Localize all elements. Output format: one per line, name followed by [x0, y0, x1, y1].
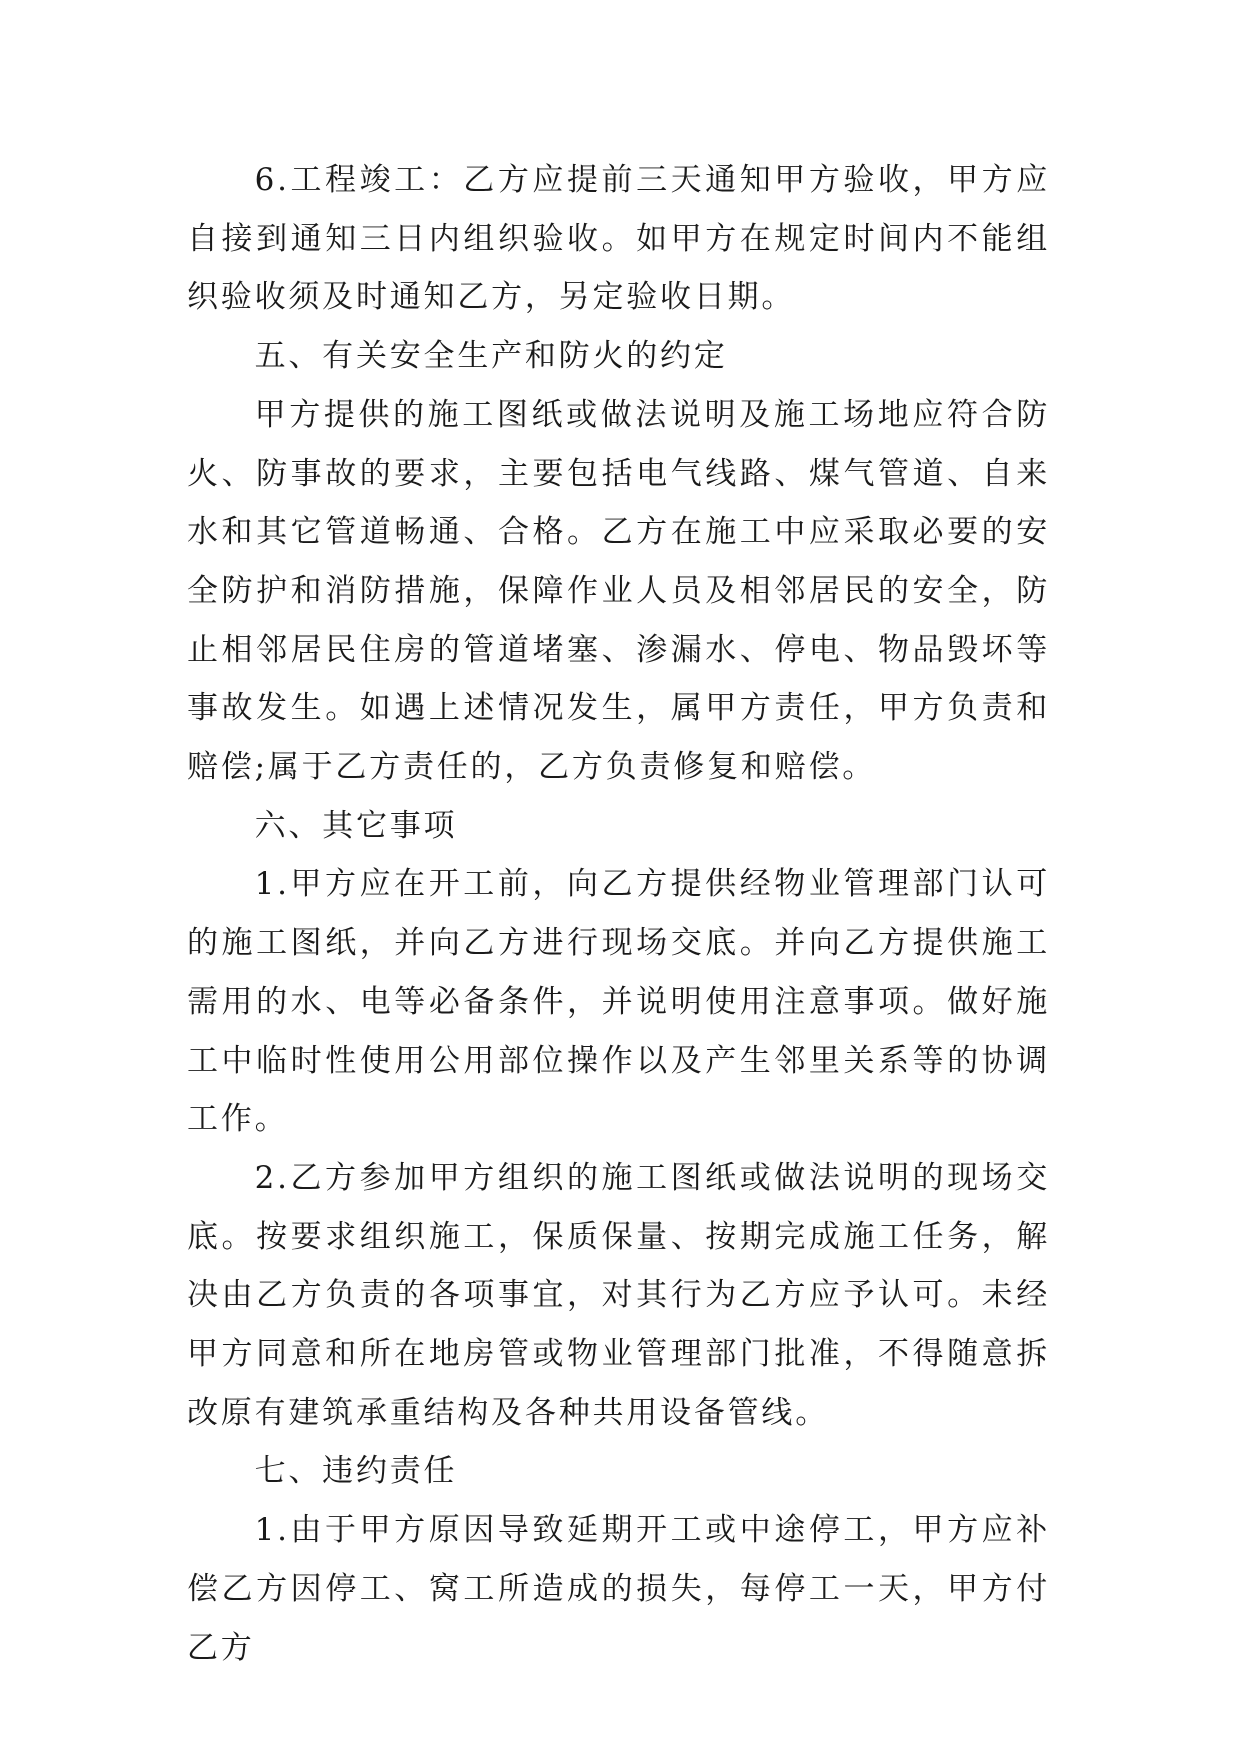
section-heading-safety-fire: 五、有关安全生产和防火的约定 — [254, 338, 728, 375]
paragraph-other-matters-1: 1.甲方应在开工前，向乙方提供经物业管理部门认可的施工图纸，并向乙方进行现场交底。并向乙方提供施工需用的水、电等必备条件，并说明使用注意事项。做好施工中临时性使用公用部位操作以及产生邻里关系等的协调工作。 — [187, 866, 1050, 1138]
section-heading-breach-liability: 七、违约责任 — [254, 1453, 458, 1490]
document-body — [187, 151, 1050, 1677]
paragraph-completion-acceptance: 6.工程竣工：乙方应提前三天通知甲方验收，甲方应自接到通知三日内组织验收。如甲方在规定时间内不能组织验收须及时通知乙方，另定验收日期。 — [187, 162, 1050, 316]
paragraph-other-matters-2: 2.乙方参加甲方组织的施工图纸或做法说明的现场交底。按要求组织施工，保质保量、按期完成施工任务，解决由乙方负责的各项事宜，对其行为乙方应予认可。未经甲方同意和所在地房管或物业管理部门批准，不得随意拆改原有建筑承重结构及各种共用设备管线。 — [187, 1159, 1050, 1431]
paragraph-breach-liability-1: 1.由于甲方原因导致延期开工或中途停工，甲方应补偿乙方因停工、窝工所造成的损失，每停工一天，甲方付乙方 — [187, 1512, 1050, 1666]
section-heading-other-matters: 六、其它事项 — [254, 807, 458, 844]
paragraph-safety-fire: 甲方提供的施工图纸或做法说明及施工场地应符合防火、防事故的要求，主要包括电气线路、煤气管道、自来水和其它管道畅通、合格。乙方在施工中应采取必要的安全防护和消防措施，保障作业人员及相邻居民的安全，防止相邻居民住房的管道堵塞、渗漏水、停电、物品毁坏等事故发生。如遇上述情况发生，属甲方责任，甲方负责和赔偿;属于乙方责任的，乙方负责修复和赔偿。 — [187, 396, 1050, 786]
